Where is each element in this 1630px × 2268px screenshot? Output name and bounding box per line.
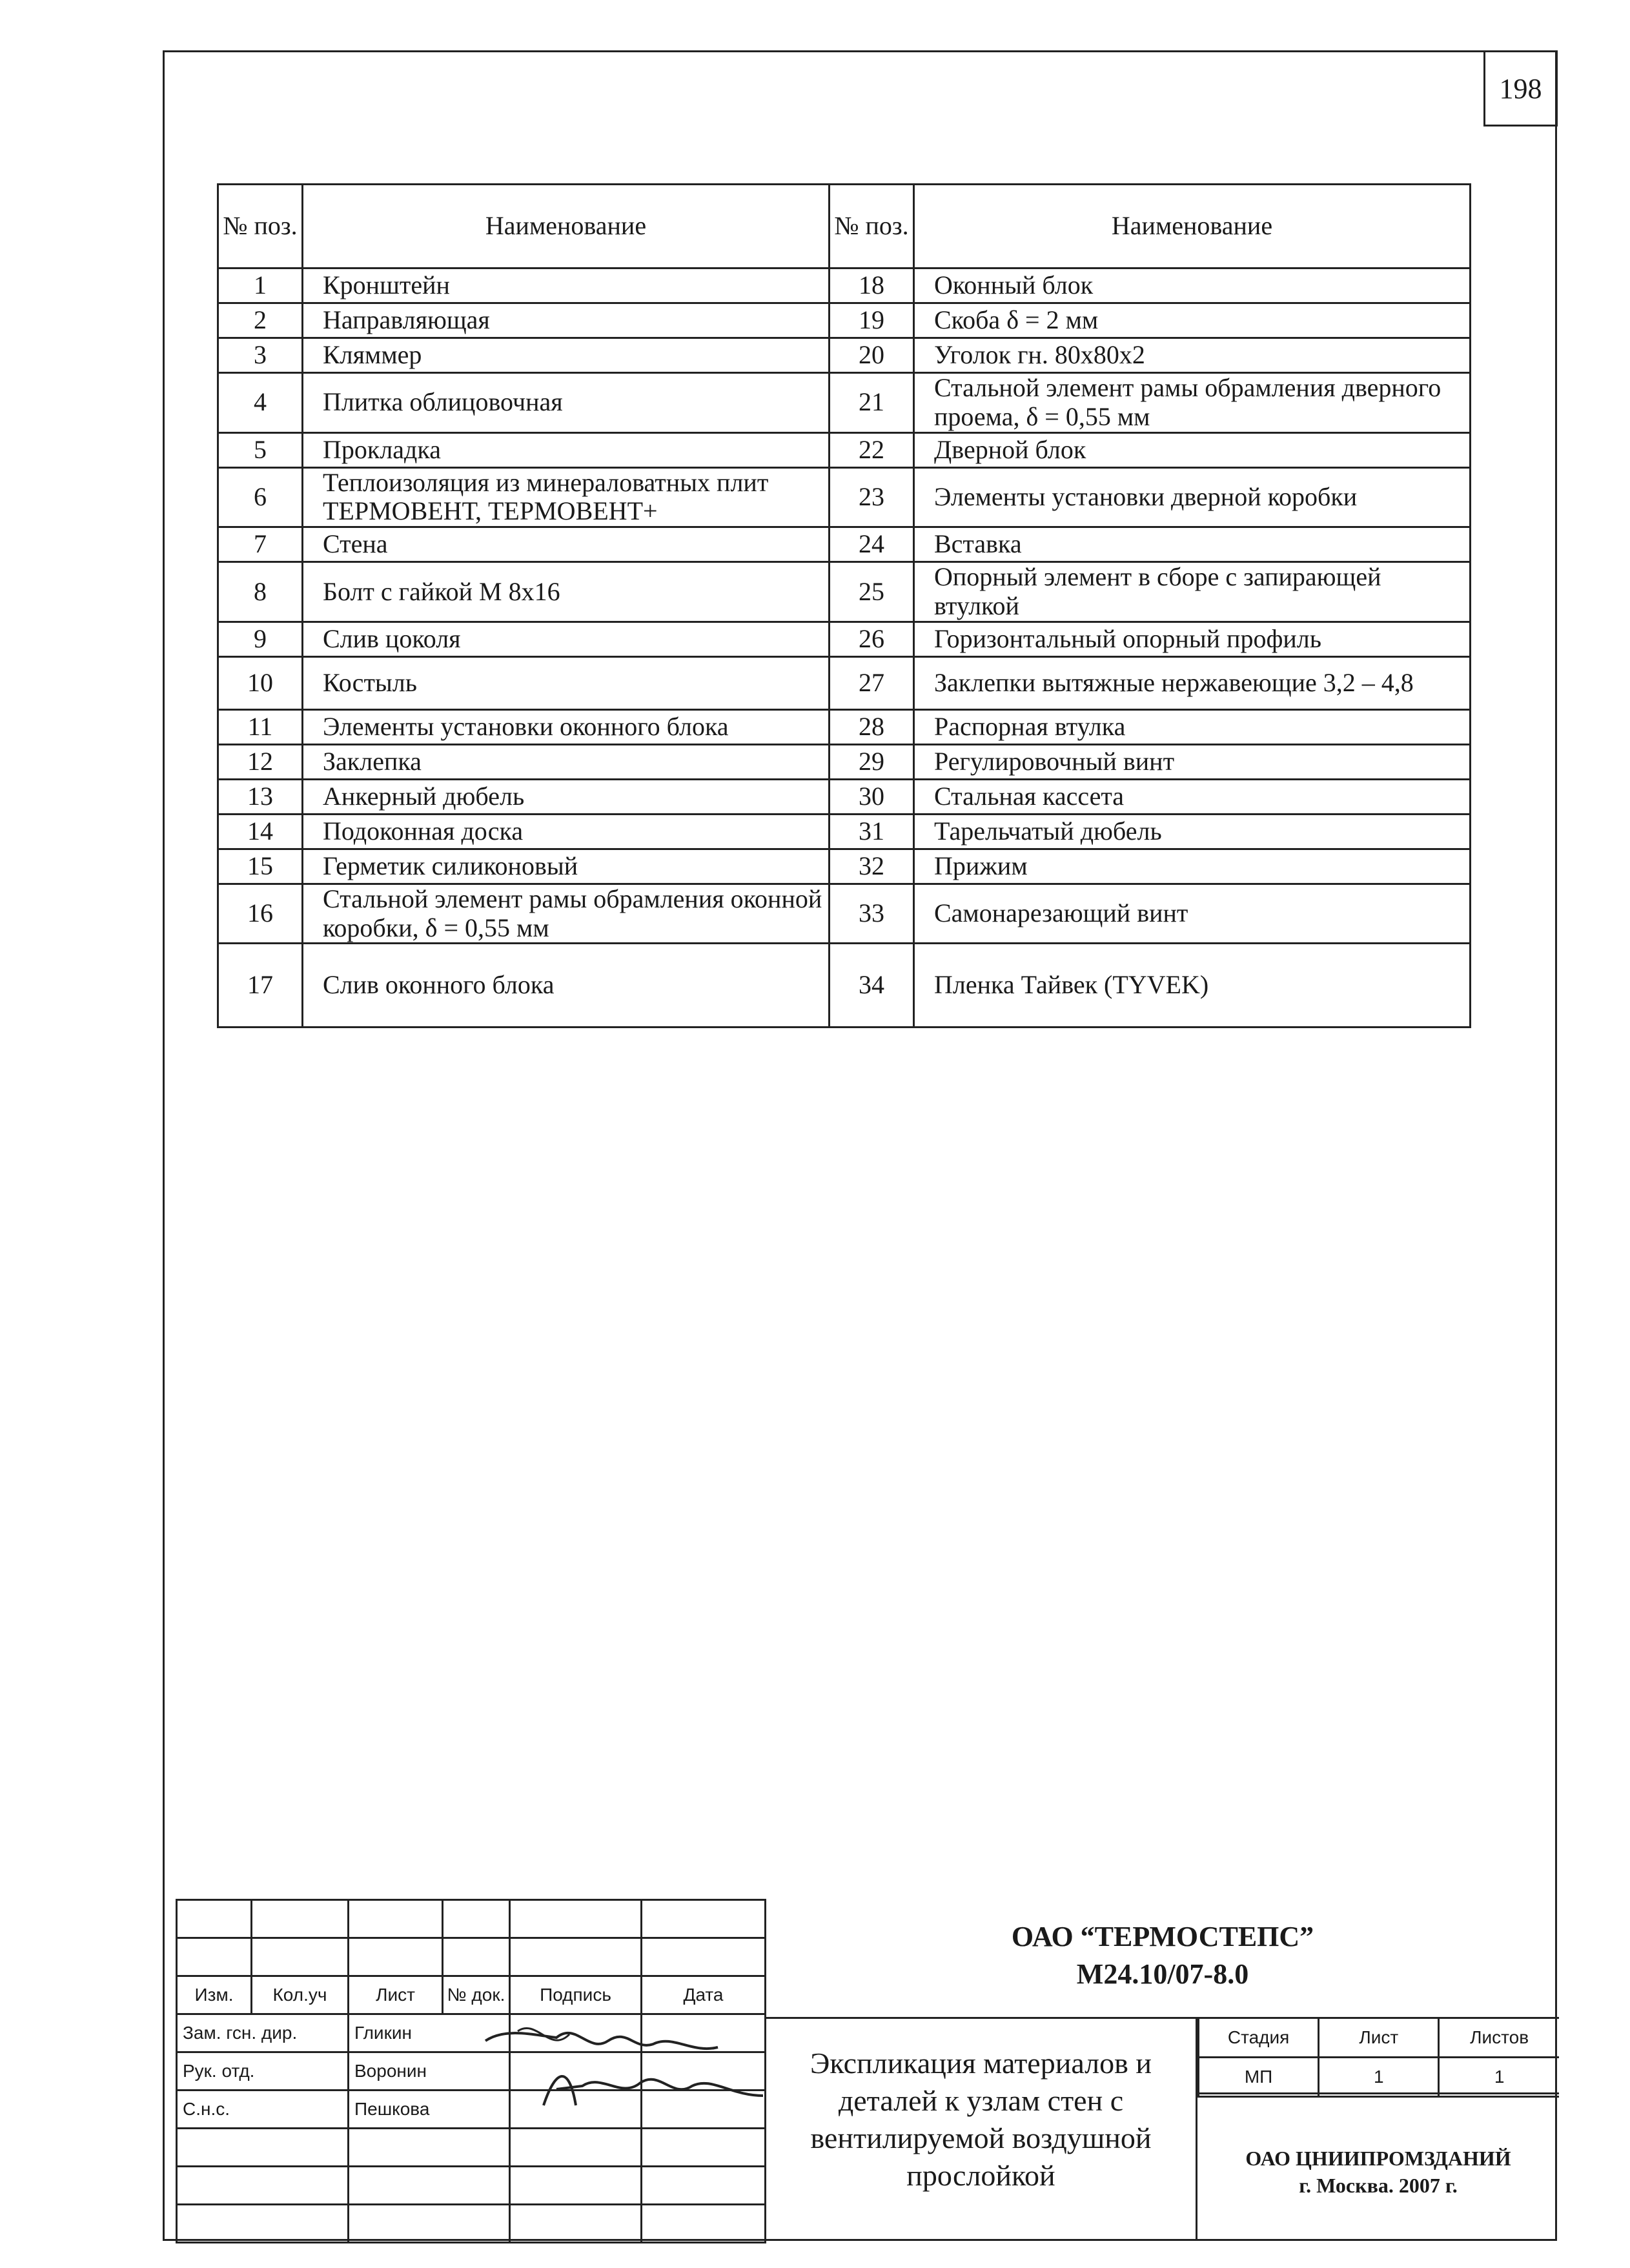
explication-table bbox=[217, 183, 1471, 1028]
pos-cell: 15 bbox=[218, 849, 303, 884]
signer-name: Воронин bbox=[349, 2052, 510, 2091]
pos-cell: 19 bbox=[830, 303, 914, 338]
header-pos-2: № поз. bbox=[830, 185, 914, 268]
table-row bbox=[218, 744, 1471, 779]
pos-cell: 4 bbox=[218, 373, 303, 433]
name-cell: Слив оконного блока bbox=[303, 944, 830, 1028]
table-row bbox=[218, 268, 1471, 303]
name-cell: Заклепка bbox=[303, 744, 830, 779]
table-row bbox=[218, 303, 1471, 338]
name-cell: Прижим bbox=[914, 849, 1471, 884]
pos-cell: 33 bbox=[830, 884, 914, 944]
sheets-header: Листов bbox=[1439, 2019, 1559, 2058]
table-row bbox=[218, 884, 1471, 944]
table-row bbox=[218, 562, 1471, 622]
pos-cell: 24 bbox=[830, 527, 914, 562]
name-cell: Дверной блок bbox=[914, 432, 1471, 467]
name-cell: Костыль bbox=[303, 656, 830, 709]
pos-cell: 32 bbox=[830, 849, 914, 884]
table-header-row bbox=[218, 185, 1471, 268]
name-cell: Стена bbox=[303, 527, 830, 562]
table-row bbox=[218, 944, 1471, 1028]
name-cell: Оконный блок bbox=[914, 268, 1471, 303]
col-izm: Изм. bbox=[177, 1976, 252, 2014]
signer-name: Пешкова bbox=[349, 2091, 510, 2129]
stage-header: Стадия bbox=[1199, 2019, 1319, 2058]
pos-cell: 11 bbox=[218, 709, 303, 744]
signer-row bbox=[177, 2014, 766, 2052]
pos-cell: 2 bbox=[218, 303, 303, 338]
document-name: Экспликация материалов и деталей к узлам стен с вентилируемой воздушной прослойкой bbox=[766, 2019, 1197, 2241]
table-row bbox=[218, 467, 1471, 527]
stage-value: МП bbox=[1199, 2058, 1319, 2097]
page-number: 198 bbox=[1483, 50, 1558, 127]
pos-cell: 25 bbox=[830, 562, 914, 622]
pos-cell: 26 bbox=[830, 622, 914, 656]
name-cell: Болт с гайкой М 8х16 bbox=[303, 562, 830, 622]
organization-title bbox=[766, 1899, 1559, 2019]
header-name-2: Наименование bbox=[914, 185, 1471, 268]
name-cell: Анкерный дюбель bbox=[303, 779, 830, 814]
pos-cell: 23 bbox=[830, 467, 914, 527]
sheet-header: Лист bbox=[1319, 2019, 1439, 2058]
signer-role: Зам. гсн. дир. bbox=[177, 2014, 349, 2052]
pos-cell: 7 bbox=[218, 527, 303, 562]
pos-cell: 10 bbox=[218, 656, 303, 709]
institute-block bbox=[1197, 2092, 1559, 2241]
col-sign: Подпись bbox=[510, 1976, 642, 2014]
pos-cell: 31 bbox=[830, 814, 914, 849]
name-cell: Направляющая bbox=[303, 303, 830, 338]
pos-cell: 1 bbox=[218, 268, 303, 303]
name-cell: Стальной элемент рамы обрамления оконной коробки, δ = 0,55 мм bbox=[303, 884, 830, 944]
title-block bbox=[176, 1899, 1557, 2241]
pos-cell: 5 bbox=[218, 432, 303, 467]
name-cell: Самонарезающий винт bbox=[914, 884, 1471, 944]
pos-cell: 6 bbox=[218, 467, 303, 527]
table-row bbox=[218, 622, 1471, 656]
col-list: Лист bbox=[349, 1976, 443, 2014]
pos-cell: 17 bbox=[218, 944, 303, 1028]
pos-cell: 8 bbox=[218, 562, 303, 622]
pos-cell: 13 bbox=[218, 779, 303, 814]
col-date: Дата bbox=[642, 1976, 766, 2014]
pos-cell: 18 bbox=[830, 268, 914, 303]
col-kol: Кол.уч bbox=[252, 1976, 349, 2014]
document-code: М24.10/07-8.0 bbox=[1076, 1958, 1249, 1990]
name-cell: Регулировочный винт bbox=[914, 744, 1471, 779]
name-cell: Вставка bbox=[914, 527, 1471, 562]
organization-name: ОАО “ТЕРМОСТЕПС” bbox=[1011, 1921, 1314, 1952]
sheet-value: 1 bbox=[1319, 2058, 1439, 2097]
header-pos-1: № поз. bbox=[218, 185, 303, 268]
revision-table bbox=[176, 1899, 766, 2243]
table-row bbox=[218, 338, 1471, 373]
table-row bbox=[218, 527, 1471, 562]
table-row bbox=[218, 373, 1471, 433]
stage-table bbox=[1197, 2019, 1559, 2098]
revision-header-row bbox=[177, 1976, 766, 2014]
table-row bbox=[218, 779, 1471, 814]
name-cell: Подоконная доска bbox=[303, 814, 830, 849]
title-block-right bbox=[764, 1899, 1557, 2241]
signer-row bbox=[177, 2091, 766, 2129]
institute-name: ОАО ЦНИИПРОМЗДАНИЙ bbox=[1245, 2147, 1511, 2170]
name-cell: Скоба δ = 2 мм bbox=[914, 303, 1471, 338]
name-cell: Элементы установки дверной коробки bbox=[914, 467, 1471, 527]
name-cell: Теплоизоляция из минераловатных плит ТЕРМОВЕНТ, ТЕРМОВЕНТ+ bbox=[303, 467, 830, 527]
table-row bbox=[218, 814, 1471, 849]
name-cell: Элементы установки оконного блока bbox=[303, 709, 830, 744]
col-doc: № док. bbox=[443, 1976, 510, 2014]
pos-cell: 30 bbox=[830, 779, 914, 814]
pos-cell: 12 bbox=[218, 744, 303, 779]
pos-cell: 3 bbox=[218, 338, 303, 373]
name-cell: Распорная втулка bbox=[914, 709, 1471, 744]
name-cell: Стальной элемент рамы обрамления дверного проема, δ = 0,55 мм bbox=[914, 373, 1471, 433]
sheets-value: 1 bbox=[1439, 2058, 1559, 2097]
name-cell: Кронштейн bbox=[303, 268, 830, 303]
signer-row bbox=[177, 2052, 766, 2091]
pos-cell: 22 bbox=[830, 432, 914, 467]
table-row bbox=[218, 432, 1471, 467]
signer-role: С.н.с. bbox=[177, 2091, 349, 2129]
name-cell: Пленка Тайвек (TYVEK) bbox=[914, 944, 1471, 1028]
pos-cell: 27 bbox=[830, 656, 914, 709]
name-cell: Кляммер bbox=[303, 338, 830, 373]
table-row bbox=[218, 656, 1471, 709]
name-cell: Герметик силиконовый bbox=[303, 849, 830, 884]
table-row bbox=[218, 709, 1471, 744]
pos-cell: 9 bbox=[218, 622, 303, 656]
header-name-1: Наименование bbox=[303, 185, 830, 268]
name-cell: Тарельчатый дюбель bbox=[914, 814, 1471, 849]
pos-cell: 28 bbox=[830, 709, 914, 744]
name-cell: Слив цоколя bbox=[303, 622, 830, 656]
pos-cell: 29 bbox=[830, 744, 914, 779]
pos-cell: 21 bbox=[830, 373, 914, 433]
name-cell: Плитка облицовочная bbox=[303, 373, 830, 433]
signer-name: Гликин bbox=[349, 2014, 510, 2052]
institute-city-year: г. Москва. 2007 г. bbox=[1299, 2174, 1458, 2197]
name-cell: Горизонтальный опорный профиль bbox=[914, 622, 1471, 656]
name-cell: Уголок гн. 80х80х2 bbox=[914, 338, 1471, 373]
name-cell: Заклепки вытяжные нержавеющие 3,2 – 4,8 bbox=[914, 656, 1471, 709]
name-cell: Прокладка bbox=[303, 432, 830, 467]
signer-role: Рук. отд. bbox=[177, 2052, 349, 2091]
name-cell: Стальная кассета bbox=[914, 779, 1471, 814]
pos-cell: 16 bbox=[218, 884, 303, 944]
name-cell: Опорный элемент в сборе с запирающей втулкой bbox=[914, 562, 1471, 622]
pos-cell: 34 bbox=[830, 944, 914, 1028]
pos-cell: 14 bbox=[218, 814, 303, 849]
table-row bbox=[218, 849, 1471, 884]
pos-cell: 20 bbox=[830, 338, 914, 373]
